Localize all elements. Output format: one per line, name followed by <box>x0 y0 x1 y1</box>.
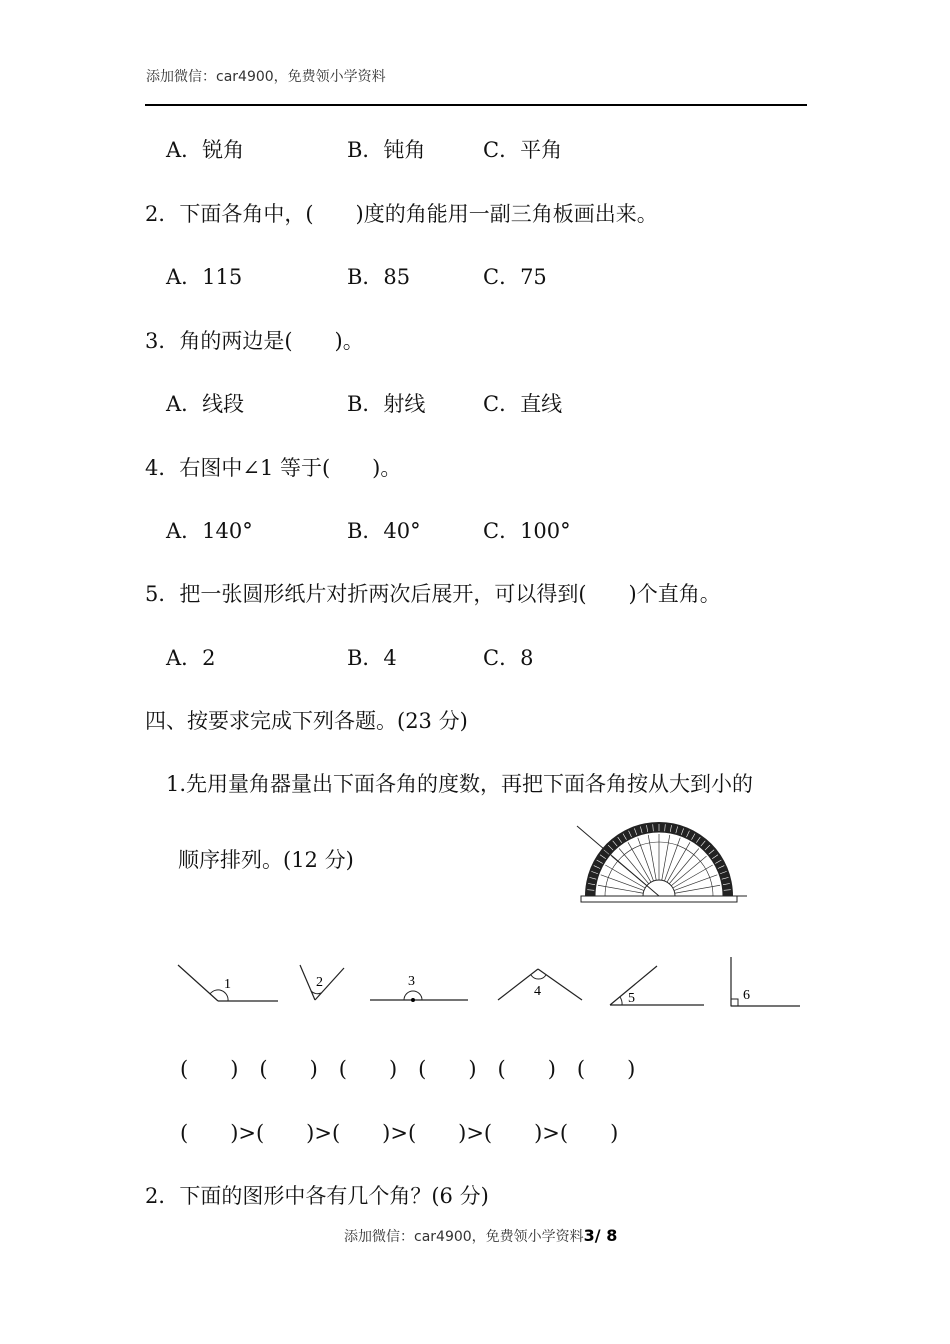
q4-stem: 4．右图中∠1 等于( )。 <box>145 456 402 480</box>
q1-option-a: A．锐角 <box>166 138 245 162</box>
angle-3-figure <box>370 974 468 1002</box>
q4-option-c: C．100° <box>483 519 571 543</box>
header-text: 添加微信：car4900，免费领小学资料 <box>146 69 386 85</box>
angle-5-label: 5 <box>628 991 635 1006</box>
angle-6-figure <box>731 957 800 1006</box>
section4-q2: 2．下面的图形中各有几个角？(6 分) <box>145 1184 489 1208</box>
q2-option-a: A．115 <box>166 265 243 289</box>
q3-option-a: A．线段 <box>166 392 245 416</box>
q5-option-a: A．2 <box>166 646 216 670</box>
q4-option-a: A．140° <box>166 519 253 543</box>
q5-stem: 5．把一张圆形纸片对折两次后展开，可以得到( )个直角。 <box>145 582 721 606</box>
q5-option-b: B．4 <box>347 646 397 670</box>
q2-stem: 2．下面各角中，( )度的角能用一副三角板画出来。 <box>145 202 658 226</box>
header-rule <box>145 104 807 106</box>
angle-figures <box>170 955 810 1015</box>
angle-4-figure <box>498 969 582 1000</box>
q3-option-b: B．射线 <box>347 392 426 416</box>
q1-option-b: B．钝角 <box>347 138 426 162</box>
angle-6-label: 6 <box>743 988 750 1003</box>
angle-3-label: 3 <box>408 974 415 989</box>
q4-option-b: B．40° <box>347 519 421 543</box>
angle-5-figure <box>610 966 704 1006</box>
section4-q1-line1: 1.先用量角器量出下面各角的度数，再把下面各角按从大到小的 <box>166 772 754 796</box>
answer-blanks-row[interactable]: ( ) ( ) ( ) ( ) ( ) ( ) <box>180 1057 636 1081</box>
q5-option-c: C．8 <box>483 646 534 670</box>
footer-text: 添加微信：car4900，免费领小学资料 <box>344 1229 584 1245</box>
q2-option-c: C．75 <box>483 265 547 289</box>
angle-2-label: 2 <box>316 975 323 990</box>
angle-1-figure <box>178 965 278 1001</box>
page-number: 3/ 8 <box>583 1226 618 1245</box>
section4-title: 四、按要求完成下列各题。(23 分) <box>145 709 468 733</box>
q2-option-b: B．85 <box>347 265 411 289</box>
protractor-figure <box>575 820 755 910</box>
q3-stem: 3．角的两边是( )。 <box>145 329 364 353</box>
section4-q1-line2: 顺序排列。(12 分) <box>178 848 354 872</box>
order-blanks-row[interactable]: ( )>( )>( )>( )>( )>( ) <box>180 1121 619 1145</box>
q1-option-c: C．平角 <box>483 138 563 162</box>
footer <box>344 1226 617 1246</box>
q3-option-c: C．直线 <box>483 392 563 416</box>
angle-2-figure <box>300 965 344 1000</box>
angle-1-label: 1 <box>224 977 231 992</box>
angle-4-label: 4 <box>534 984 541 999</box>
